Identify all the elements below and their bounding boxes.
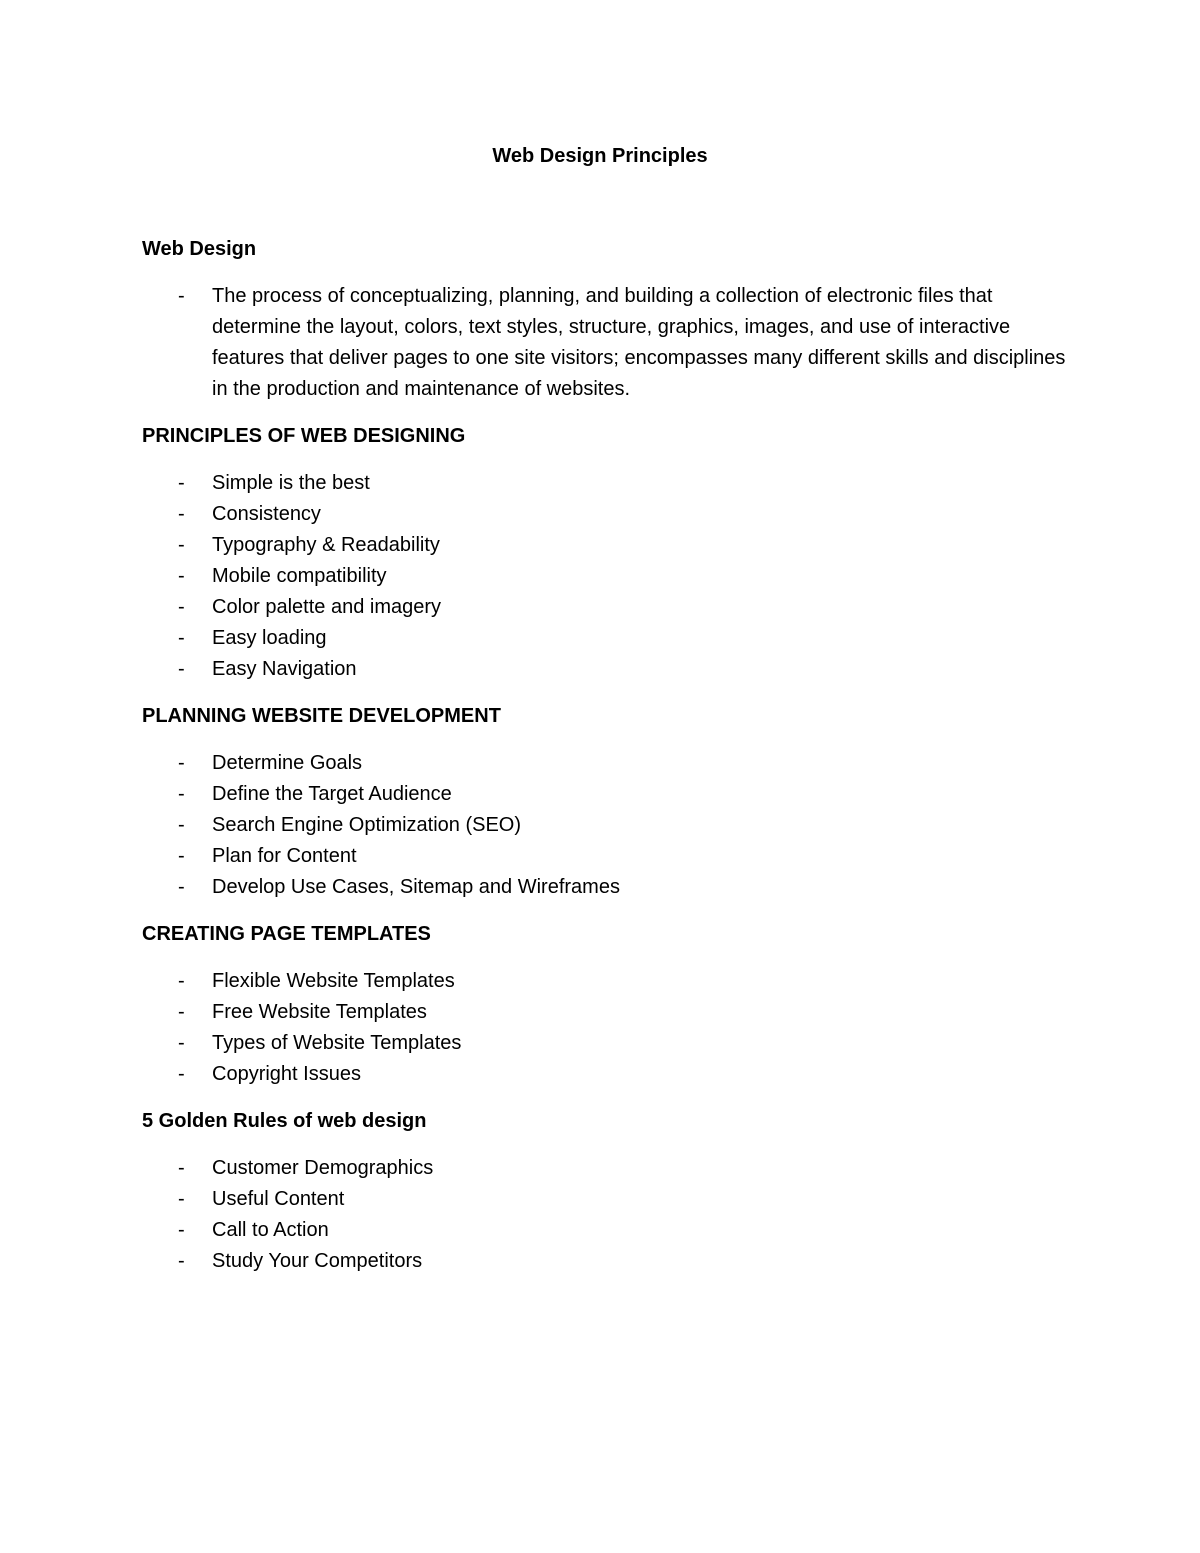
list-item-text: Simple is the best [212, 472, 370, 494]
list-item-text: Free Website Templates [212, 1001, 427, 1023]
list-item [142, 281, 1072, 405]
list-item [142, 1184, 1072, 1215]
dash-bullet: - [178, 565, 185, 587]
dash-bullet: - [178, 503, 185, 525]
list-item-text: Typography & Readability [212, 534, 440, 556]
dash-bullet: - [178, 1001, 185, 1023]
list-item-text: Flexible Website Templates [212, 970, 455, 992]
list-item-text: The process of conceptualizing, planning, and building a collection of electronic files that determine the layout, colors, text styles, structure, graphics, images, and use of interactive features that deliver pages to one site visitors; encompasses many different skills and disciplines in the production and maintenance of websites. [212, 285, 1066, 400]
section-heading-web-design: Web Design [142, 238, 257, 260]
list-item [142, 1028, 1072, 1059]
list-item [142, 872, 1072, 903]
list-item [142, 561, 1072, 592]
list-item-text: Plan for Content [212, 845, 357, 867]
list-item-text: Call to Action [212, 1219, 329, 1241]
dash-bullet: - [178, 1188, 185, 1210]
dash-bullet: - [178, 627, 185, 649]
list-item-text: Easy loading [212, 627, 327, 649]
dash-bullet: - [178, 1157, 185, 1179]
document-body [142, 234, 1072, 1293]
list-item-text: Useful Content [212, 1188, 345, 1210]
dash-bullet: - [178, 783, 185, 805]
dash-bullet: - [178, 472, 185, 494]
section-list-principles [142, 468, 1072, 685]
dash-bullet: - [178, 285, 185, 307]
list-item-text: Consistency [212, 503, 321, 525]
section-heading-templates: CREATING PAGE TEMPLATES [142, 923, 431, 945]
list-item-text: Copyright Issues [212, 1063, 361, 1085]
list-item-text: Mobile compatibility [212, 565, 387, 587]
dash-bullet: - [178, 1250, 185, 1272]
dash-bullet: - [178, 752, 185, 774]
list-item-text: Define the Target Audience [212, 783, 452, 805]
dash-bullet: - [178, 1063, 185, 1085]
section-heading-golden-rules: 5 Golden Rules of web design [142, 1110, 427, 1132]
list-item [142, 779, 1072, 810]
list-item [142, 841, 1072, 872]
list-item-text: Types of Website Templates [212, 1032, 462, 1054]
list-item [142, 748, 1072, 779]
list-item-text: Develop Use Cases, Sitemap and Wireframes [212, 876, 620, 898]
list-item-text: Color palette and imagery [212, 596, 442, 618]
list-item-text: Study Your Competitors [212, 1250, 423, 1272]
list-item [142, 1246, 1072, 1277]
dash-bullet: - [178, 1219, 185, 1241]
list-item-text: Easy Navigation [212, 658, 357, 680]
section-heading-planning: PLANNING WEBSITE DEVELOPMENT [142, 705, 501, 727]
section-list-web-design [142, 281, 1072, 405]
list-item [142, 997, 1072, 1028]
list-item [142, 810, 1072, 841]
list-item [142, 530, 1072, 561]
list-item [142, 654, 1072, 685]
document-title: Web Design Principles [492, 145, 708, 167]
dash-bullet: - [178, 970, 185, 992]
section-list-templates [142, 966, 1072, 1090]
list-item [142, 1059, 1072, 1090]
list-item [142, 1153, 1072, 1184]
section-list-golden-rules [142, 1153, 1072, 1277]
list-item [142, 592, 1072, 623]
list-item-text: Determine Goals [212, 752, 363, 774]
list-item [142, 468, 1072, 499]
list-item-text: Search Engine Optimization (SEO) [212, 814, 522, 836]
list-item-text: Customer Demographics [212, 1157, 434, 1179]
dash-bullet: - [178, 596, 185, 618]
list-item [142, 966, 1072, 997]
dash-bullet: - [178, 876, 185, 898]
dash-bullet: - [178, 845, 185, 867]
dash-bullet: - [178, 534, 185, 556]
list-item [142, 499, 1072, 530]
section-heading-principles: PRINCIPLES OF WEB DESIGNING [142, 425, 466, 447]
list-item [142, 623, 1072, 654]
dash-bullet: - [178, 1032, 185, 1054]
section-list-planning [142, 748, 1072, 903]
list-item [142, 1215, 1072, 1246]
dash-bullet: - [178, 658, 185, 680]
dash-bullet: - [178, 814, 185, 836]
